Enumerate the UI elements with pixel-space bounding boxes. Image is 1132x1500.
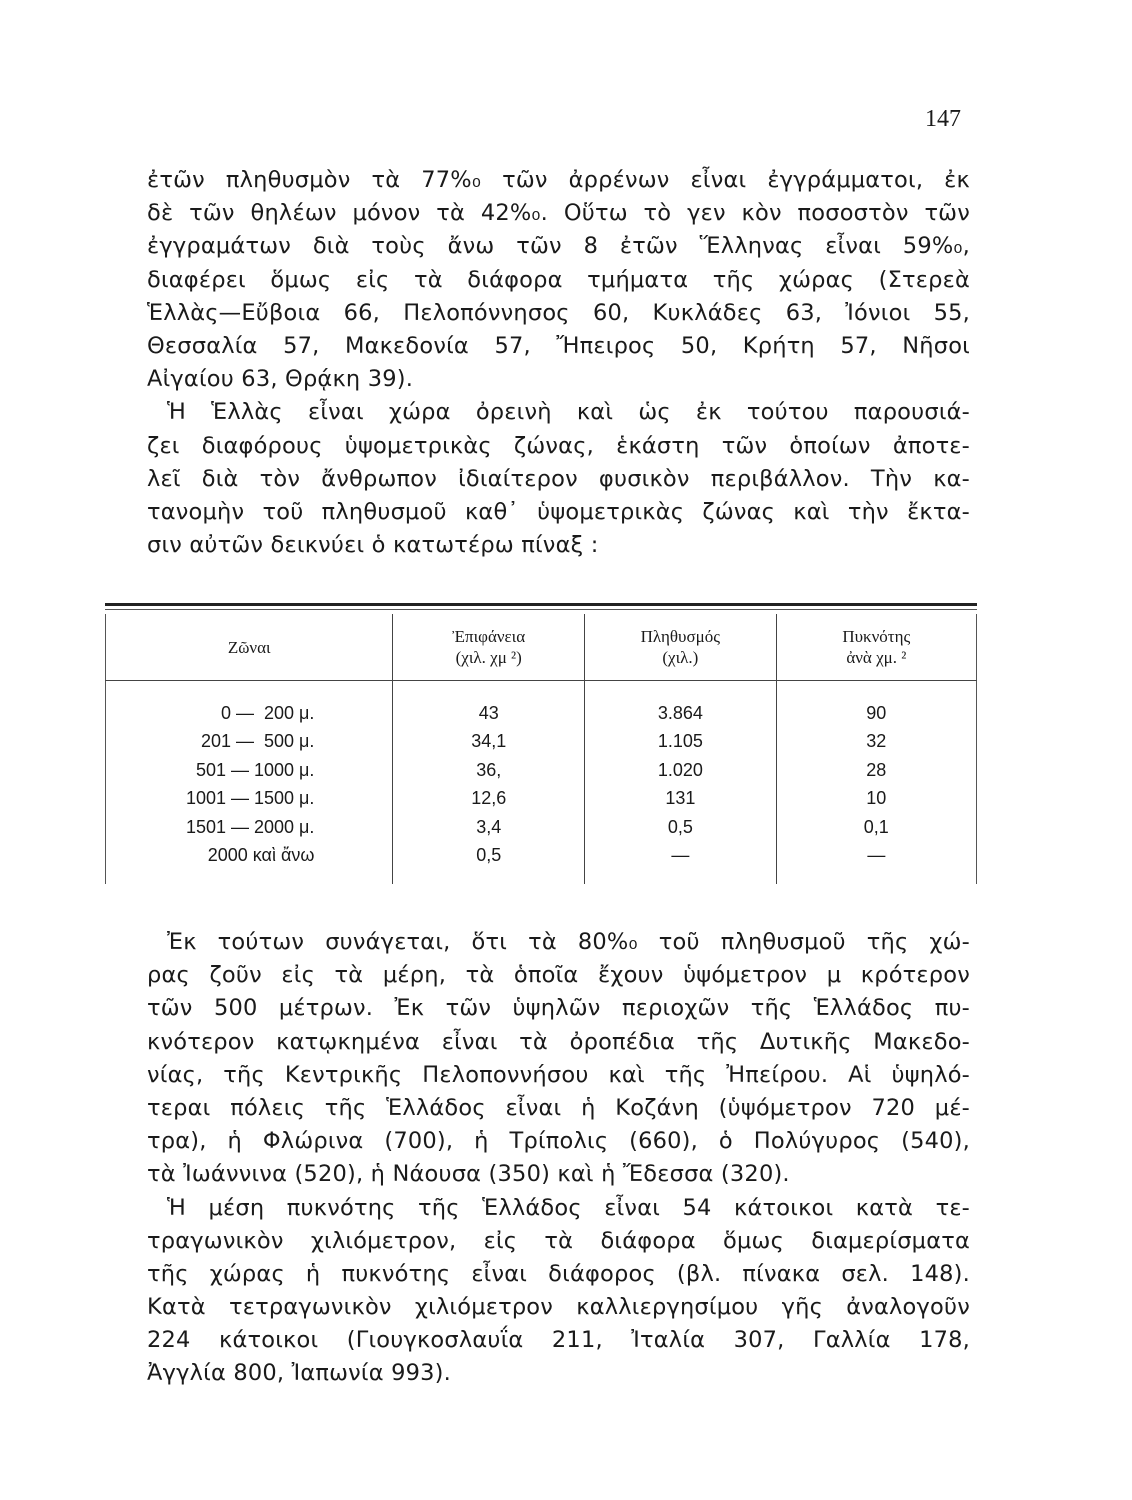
text-line: Θεσσαλία 57, Μακεδονία 57, Ἤπειρος 50, Κρήτη 57, Νῆσοι	[147, 332, 970, 359]
table-row	[106, 728, 977, 757]
population-cell: —	[585, 842, 777, 885]
text-line: Ἡ μέση πυκνότης τῆς Ἑλλάδος εἶναι 54 κάτοικοι κατὰ τε-	[167, 1194, 970, 1221]
text-line: ζει διαφόρους ὑψομετρικὰς ζώνας, ἑκάστη τῶν ὁποίων ἀποτε-	[147, 432, 970, 459]
text-line: κνότερον κατῳκημένα εἶναι τὰ ὀροπέδια τῆς Δυτικῆς Μακεδο-	[147, 1028, 970, 1055]
text-line: ρας ζοῦν εἰς τὰ μέρη, τὰ ὁποῖα ἔχουν ὑψόμετρον μ κρότερον	[147, 962, 970, 989]
header-label: Ἐπιφάνεια	[452, 627, 526, 646]
header-label: Πληθυσμός	[640, 627, 720, 646]
area-cell: 43	[393, 681, 585, 728]
zone-cell: 0 — 200 μ.	[106, 681, 393, 728]
header-unit: (χιλ.)	[662, 648, 699, 667]
density-cell: 32	[776, 728, 976, 757]
header-label: Πυκνότης	[842, 627, 911, 646]
text-line: ἐγγραμάτων διὰ τοὺς ἄνω τῶν 8 ἐτῶν Ἕλληνας εἶναι 59%₀,	[147, 233, 970, 260]
population-cell: 3.864	[585, 681, 777, 728]
text-line: τρα), ἡ Φλώρινα (700), ἡ Τρίπολις (660), ὁ Πολύγυρος (540),	[147, 1128, 970, 1155]
density-cell: 10	[776, 785, 976, 814]
body-text-top	[147, 164, 970, 562]
density-cell: 90	[776, 681, 976, 728]
table-row	[106, 756, 977, 785]
text-line: δὲ τῶν θηλέων μόνον τὰ 42%₀. Οὕτω τὸ γεν κὸν ποσοστὸν τῶν	[147, 200, 970, 227]
body-text-bottom	[147, 926, 970, 1391]
density-cell: 0,1	[776, 813, 976, 842]
area-cell: 34,1	[393, 728, 585, 757]
area-cell: 36,	[393, 756, 585, 785]
zone-cell: 501 — 1000 μ.	[106, 756, 393, 785]
area-cell: 0,5	[393, 842, 585, 885]
header-population	[585, 614, 777, 681]
table-row	[106, 785, 977, 814]
header-label: Ζῶναι	[227, 637, 271, 657]
table-top-rule-thin	[105, 609, 977, 610]
text-line: νίας, τῆς Κεντρικῆς Πελοποννήσου καὶ τῆς Ἠπείρου. Αἱ ὑψηλό-	[147, 1061, 970, 1088]
density-cell: 28	[776, 756, 976, 785]
text-line: τανομὴν τοῦ πληθυσμοῦ καθ᾽ ὑψομετρικὰς ζώνας καὶ τὴν ἔκτα-	[147, 498, 970, 525]
area-cell: 12,6	[393, 785, 585, 814]
text-line: τραγωνικὸν χιλιόμετρον, εἰς τὰ διάφορα ὅμως διαμερίσματα	[147, 1227, 970, 1254]
zone-cell: 201 — 500 μ.	[106, 728, 393, 757]
header-unit: ἀνὰ χμ. ²	[846, 648, 907, 667]
zone-cell: 1501 — 2000 μ.	[106, 813, 393, 842]
text-line: Κατὰ τετραγωνικὸν χιλιόμετρον καλλιεργησίμου γῆς ἀναλογοῦν	[147, 1294, 970, 1321]
page-number: 147	[925, 106, 961, 132]
table-row	[106, 842, 977, 885]
text-line: 224 κάτοικοι (Γιουγκοσλαυΐα 211, Ἰταλία 307, Γαλλία 178,	[147, 1327, 970, 1354]
header-unit: (χιλ. χμ ²)	[455, 648, 522, 667]
text-line: τεραι πόλεις τῆς Ἑλλάδος εἶναι ἡ Κοζάνη (ὑψόμετρον 720 μέ-	[147, 1094, 970, 1121]
population-cell: 1.020	[585, 756, 777, 785]
text-line: Ἑλλὰς—Εὔβοια 66, Πελοπόννησος 60, Κυκλάδες 63, Ἰόνιοι 55,	[147, 299, 970, 326]
text-line: Αἰγαίου 63, Θρᾴκη 39).	[147, 366, 414, 393]
text-line: διαφέρει ὅμως εἰς τὰ διάφορα τμήματα τῆς χώρας (Στερεὰ	[147, 266, 970, 293]
table-header-row	[106, 614, 977, 681]
zone-cell: 1001 — 1500 μ.	[106, 785, 393, 814]
table-row	[106, 813, 977, 842]
population-cell: 0,5	[585, 813, 777, 842]
text-line: τῶν 500 μέτρων. Ἐκ τῶν ὑψηλῶν περιοχῶν τῆς Ἑλλάδος πυ-	[147, 995, 970, 1022]
zone-cell: 2000 καὶ ἄνω	[106, 842, 393, 885]
text-line: Ἡ Ἑλλὰς εἶναι χώρα ὀρεινὴ καὶ ὡς ἐκ τούτου παρουσιά-	[167, 399, 970, 426]
header-zones	[106, 614, 393, 681]
text-line: σιν αὐτῶν δεικνύει ὁ κατωτέρω πίναξ :	[147, 532, 599, 559]
text-line: Ἀγγλία 800, Ἰαπωνία 993).	[147, 1360, 451, 1387]
text-line: τῆς χώρας ἡ πυκνότης εἶναι διάφορος (βλ. πίνακα σελ. 148).	[147, 1260, 970, 1287]
density-cell: —	[776, 842, 976, 885]
table-row	[106, 681, 977, 728]
population-cell: 1.105	[585, 728, 777, 757]
population-cell: 131	[585, 785, 777, 814]
header-density	[776, 614, 976, 681]
area-cell: 3,4	[393, 813, 585, 842]
header-area	[393, 614, 585, 681]
text-line: Ἐκ τούτων συνάγεται, ὅτι τὰ 80%₀ τοῦ πληθυσμοῦ τῆς χώ-	[167, 929, 970, 955]
altitude-zones-table	[105, 614, 977, 884]
text-line: τὰ Ἰωάννινα (520), ἡ Νάουσα (350) καὶ ἡ Ἔδεσσα (320).	[147, 1161, 790, 1188]
table-top-rule	[105, 603, 977, 606]
text-line: ἐτῶν πληθυσμὸν τὰ 77%₀ τῶν ἀρρένων εἶναι ἐγγράμματοι, ἐκ	[147, 167, 970, 193]
text-line: λεῖ διὰ τὸν ἄνθρωπον ἰδιαίτερον φυσικὸν περιβάλλον. Τὴν κα-	[147, 465, 970, 492]
